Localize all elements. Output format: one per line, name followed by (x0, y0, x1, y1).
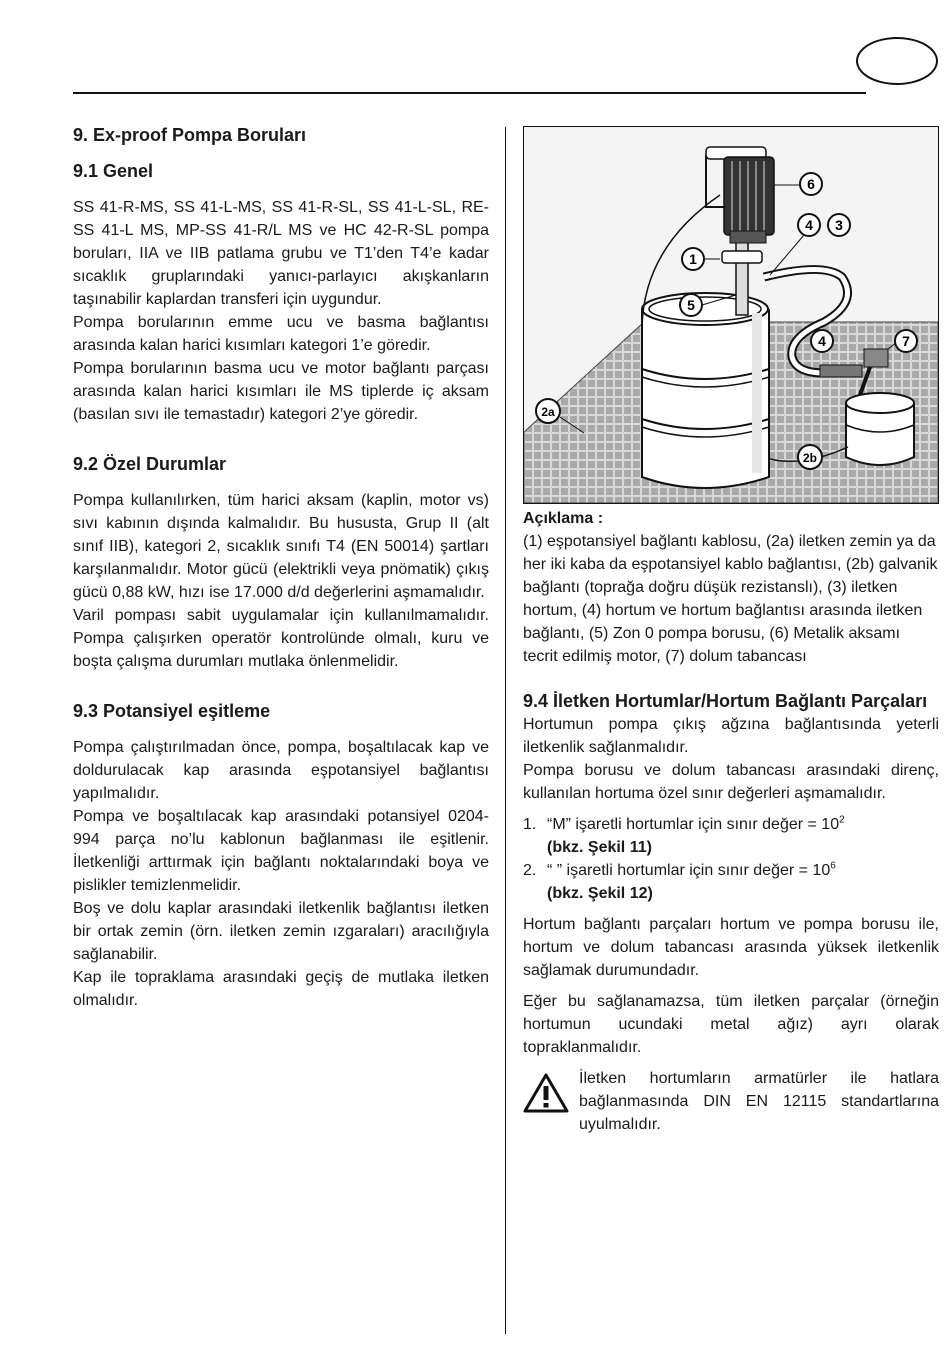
pump-grounding-figure (523, 126, 939, 504)
warning-text: İletken hortumların armatürler ile hatlara bağlanmasında DIN EN 12115 standartlarına uyulmalıdır. (579, 1070, 939, 1133)
label: 6 (807, 176, 815, 192)
paragraph: Boş ve dolu kaplar arasındaki iletkenlik bağlantısı iletken bir ortak zemin (örn. iletken zemin ızgaraları) aracılığıyla sağlanabilir. (73, 900, 489, 963)
label: 1 (689, 251, 697, 267)
list-text: “M” işaretli hortumlar için sınır değer = 10 (547, 816, 840, 833)
list-number: 2. (523, 862, 537, 879)
paragraph: Kap ile topraklama arasındaki geçiş de mutlaka iletken olmalıdır. (73, 969, 489, 1009)
legend-text: (1) eşpotansiyel bağlantı kablosu, (2a) iletken zemin ya da her iki kaba da eşpotansiyel kablo bağlantısı, (2b) galvanik bağlantı (toprağa doğru düşük rezistanslı), (3) iletken hortum, (4) hortum ve hortum bağlantısı arasında iletken bağlantı, (5) Zon 0 pompa borusu, (6) Metalik aksamı tecrit edilmiş motor, (7) dolum tabancası (523, 533, 938, 665)
page-number-oval (856, 37, 938, 85)
section-9-4-body (523, 713, 939, 1136)
paragraph: Pompa borularının basma ucu ve motor bağlantı parçası arasında kalan harici kısımları ile MS tiplerde iç aksam (basılan sıvı ile temastadır) kategori 2’ye göredir. (73, 360, 489, 423)
paragraph: Varil pompası sabit uygulamalar için kullanılmamalıdır. Pompa çalışırken operatör kontrolünde olmalı, kuru ve boşta çalışma durumları mutlaka önlenmelidir. (73, 607, 489, 670)
list-text: “ ” işaretli hortumlar için sınır değer = 10 (547, 862, 831, 879)
heading-9-2: 9.2 Özel Durumlar (73, 454, 227, 474)
legend-title: Açıklama : (523, 510, 604, 527)
label: 3 (835, 217, 843, 233)
callout-1 (682, 248, 720, 270)
pump-tube (736, 237, 748, 315)
warning-note (523, 1067, 939, 1136)
callout-3 (828, 214, 850, 236)
column-divider (505, 127, 506, 1334)
section-9-2-body (73, 489, 489, 673)
figure-reference: (bkz. Şekil 11) (547, 839, 652, 856)
paragraph: Pompa çalıştırılmadan önce, pompa, boşaltılacak kap ve doldurulacak kap arasında eşpotansiyel bağlantısı yapılmalıdır. (73, 739, 489, 802)
label: 7 (902, 333, 910, 349)
paragraph: Pompa kullanılırken, tüm harici aksam (kaplin, motor vs) sıvı kabının dışında kalmalıdır. Bu hususta, Grup II (alt sınıf IIB), kategori 2, sıcaklık sınıfı T4 (EN 50014) şartları karşılanmalıdır. Motor gücü (elektrikli veya pnömatik) çıkış gücü 0,88 kW, hızı ise 17.000 d/d değerlerini aşmamalıdır. (73, 492, 489, 601)
pump-illustration (524, 127, 938, 503)
exponent: 6 (830, 860, 836, 872)
callout-4b (811, 330, 833, 352)
label: 5 (687, 297, 695, 313)
figure-legend (523, 508, 939, 668)
paragraph: Pompa ve boşaltılacak kap arasındaki potansiyel 0204-994 parça no’lu kablonun bağlanması ile eşitlenir. İletkenliği arttırmak için bağlantı noktalarındaki boya ve pislikler temizlenmelidir. (73, 808, 489, 894)
list-number: 1. (523, 816, 537, 833)
paragraph: Eğer bu sağlanamazsa, tüm iletken parçalar (örneğin hortumun ucundaki metal ağız) ayrı olarak topraklanmalıdır. (523, 993, 939, 1056)
heading-9-4: 9.4 İletken Hortumlar/Hortum Bağlantı Parçaları (523, 691, 928, 711)
section-title: 9. Ex-proof Pompa Boruları (73, 125, 307, 145)
label: 4 (818, 333, 826, 349)
section-9-3-body (73, 736, 489, 1012)
drum (642, 293, 769, 488)
figure-reference: (bkz. Şekil 12) (547, 885, 653, 902)
list-item (523, 859, 939, 905)
header-rule (73, 92, 866, 94)
paragraph: Hortumun pompa çıkış ağzına bağlantısında yeterli iletkenlik sağlanmalıdır. (523, 716, 939, 756)
heading-9-1: 9.1 Genel (73, 161, 154, 181)
right-column (523, 126, 939, 1136)
callout-2b (798, 445, 822, 469)
paragraph: SS 41-R-MS, SS 41-L-MS, SS 41-R-SL, SS 41-L-SL, RE-SS 41-L MS, MP-SS 41-R/L MS ve HC 42-R-SL pompa boruları, IIA ve IIB patlama grubu ve T1’den T4’e kadar sıcaklık gruplarındaki yanıcı-parlayıcı akışkanların taşınabilir kaplardan transferi için uygundur. (73, 199, 489, 308)
heading-9-3: 9.3 Potansiyel eşitleme (73, 701, 271, 721)
paragraph: Pompa borularının emme ucu ve basma bağlantısı arasında kalan harici kısımları kategori 1’e göredir. (73, 314, 489, 354)
label: 4 (805, 217, 813, 233)
list-item (523, 813, 939, 859)
warning-triangle-icon (523, 1073, 569, 1113)
left-column (73, 124, 489, 1012)
callout-6 (774, 173, 822, 195)
paragraph: Hortum bağlantı parçaları hortum ve pompa borusu ile, hortum ve dolum tabancası arasında yüksek iletkenlik sağlamak durumundadır. (523, 916, 939, 979)
section-9-1-body (73, 196, 489, 426)
label: 2b (802, 451, 818, 465)
label: 2a (541, 405, 555, 419)
limit-values-list (523, 813, 939, 905)
receiving-container (846, 393, 914, 465)
paragraph: Pompa borusu ve dolum tabancası arasındaki direnç, kullanılan hortuma özel sınır değerleri aşmamalıdır. (523, 762, 939, 802)
exponent: 2 (839, 814, 845, 826)
